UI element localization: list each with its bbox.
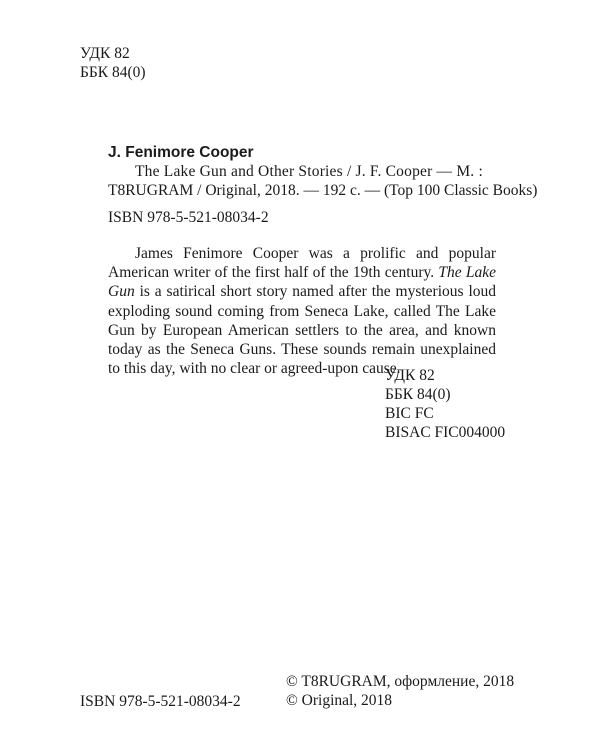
bbk-code: ББК 84(0) <box>80 64 146 81</box>
udk-code: УДК 82 <box>80 45 130 62</box>
author-heading: J. Fenimore Cooper <box>108 144 254 161</box>
copyright-notice <box>286 672 514 710</box>
copyright-line-publisher: © T8RUGRAM, оформление, 2018 <box>286 673 515 690</box>
copyright-line-original: © Original, 2018 <box>286 692 393 709</box>
bibliographic-line-2: T8RUGRAM / Original, 2018. — 192 с. — (Top 100 Classic Books) <box>108 182 538 199</box>
classification-codes-bottom <box>385 366 505 442</box>
bic-code: BIC FC <box>385 405 434 422</box>
isbn-bottom: ISBN 978-5-521-08034-2 <box>80 693 241 710</box>
bisac-code: BISAC FIC004000 <box>385 424 506 441</box>
bbk-code: ББК 84(0) <box>385 386 451 403</box>
abstract-text-part-1: James Fenimore Cooper was a prolific and popular American writer of the first half of the 19th century. <box>108 245 496 282</box>
abstract <box>108 244 496 378</box>
abstract-paragraph <box>108 244 496 378</box>
classification-codes-top <box>80 44 146 82</box>
udk-code: УДК 82 <box>385 367 435 384</box>
isbn-main: ISBN 978-5-521-08034-2 <box>108 209 269 226</box>
bibliographic-line-1: The Lake Gun and Other Stories / J. F. Cooper — M. : <box>135 163 483 180</box>
abstract-book-title: The Lake Gun <box>108 264 496 301</box>
abstract-text-part-2: is a satirical short story named after the mysterious loud exploding sound coming from Seneca Lake, called The Lake Gun by European American settlers to the area, and known today as the Seneca Guns. These sounds remain unexplained to this day, with no clear or agreed-upon cause. <box>108 283 496 378</box>
bibliographic-record <box>108 162 538 200</box>
